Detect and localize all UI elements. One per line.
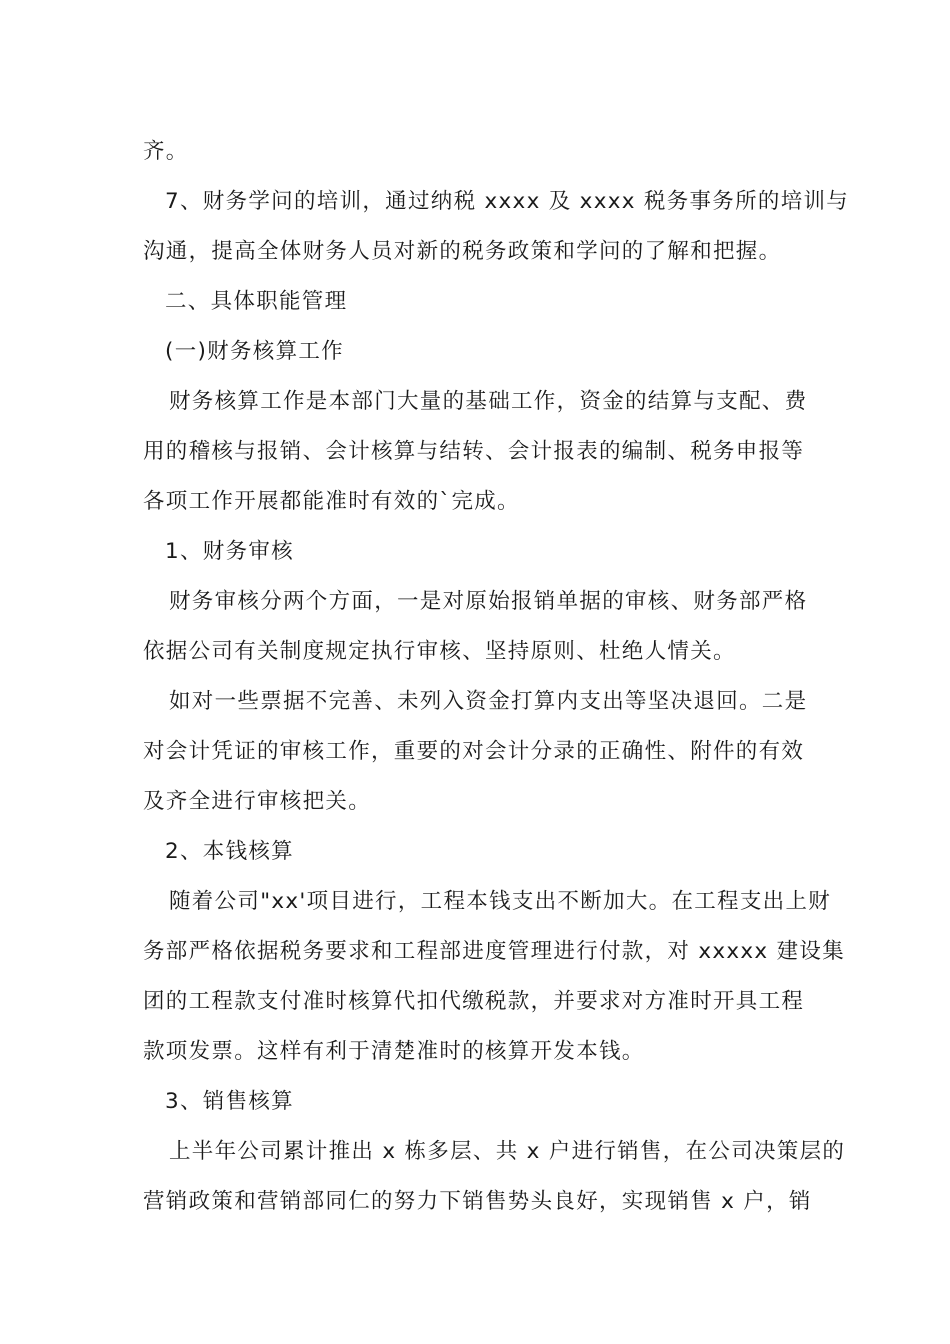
item-heading: 2、本钱核算 bbox=[165, 839, 294, 864]
paragraph-line: 如对一些票据不完善、未列入资金打算内支出等坚决退回。二是 bbox=[169, 689, 808, 714]
paragraph-line: 依据公司有关制度规定执行审核、坚持原则、杜绝人情关。 bbox=[143, 639, 736, 664]
subsection-heading: (一)财务核算工作 bbox=[165, 339, 344, 364]
paragraph-line: 齐。 bbox=[143, 139, 189, 164]
item-heading: 3、销售核算 bbox=[165, 1089, 294, 1114]
paragraph-line: 对会计凭证的审核工作，重要的对会计分录的正确性、附件的有效 bbox=[143, 739, 805, 764]
paragraph-line: 营销政策和营销部同仁的努力下销售势头良好，实现销售 x 户，销 bbox=[143, 1189, 812, 1214]
paragraph-line: 款项发票。这样有利于清楚准时的核算开发本钱。 bbox=[143, 1039, 645, 1064]
paragraph-line: 用的稽核与报销、会计核算与结转、会计报表的编制、税务申报等 bbox=[143, 439, 805, 464]
document-body bbox=[143, 127, 850, 1227]
section-heading: 二、具体职能管理 bbox=[165, 289, 348, 314]
paragraph-line: 沟通，提高全体财务人员对新的税务政策和学问的了解和把握。 bbox=[143, 239, 782, 264]
paragraph-line: 7、财务学问的培训，通过纳税 xxxx 及 xxxx 税务事务所的培训与 bbox=[165, 189, 850, 214]
paragraph-line: 上半年公司累计推出 x 栋多层、共 x 户进行销售，在公司决策层的 bbox=[169, 1139, 846, 1164]
item-heading: 1、财务审核 bbox=[165, 539, 294, 564]
paragraph-line: 务部严格依据税务要求和工程部进度管理进行付款，对 xxxxx 建设集 bbox=[143, 939, 845, 964]
paragraph-line: 随着公司"xx'项目进行，工程本钱支出不断加大。在工程支出上财 bbox=[169, 889, 832, 914]
paragraph-line: 各项工作开展都能准时有效的`完成。 bbox=[143, 489, 520, 514]
paragraph-line: 财务核算工作是本部门大量的基础工作，资金的结算与支配、费 bbox=[169, 389, 808, 414]
paragraph-line: 团的工程款支付准时核算代扣代缴税款，并要求对方准时开具工程 bbox=[143, 989, 805, 1014]
paragraph-line: 及齐全进行审核把关。 bbox=[143, 789, 372, 814]
paragraph-line: 财务审核分两个方面，一是对原始报销单据的审核、财务部严格 bbox=[169, 589, 808, 614]
